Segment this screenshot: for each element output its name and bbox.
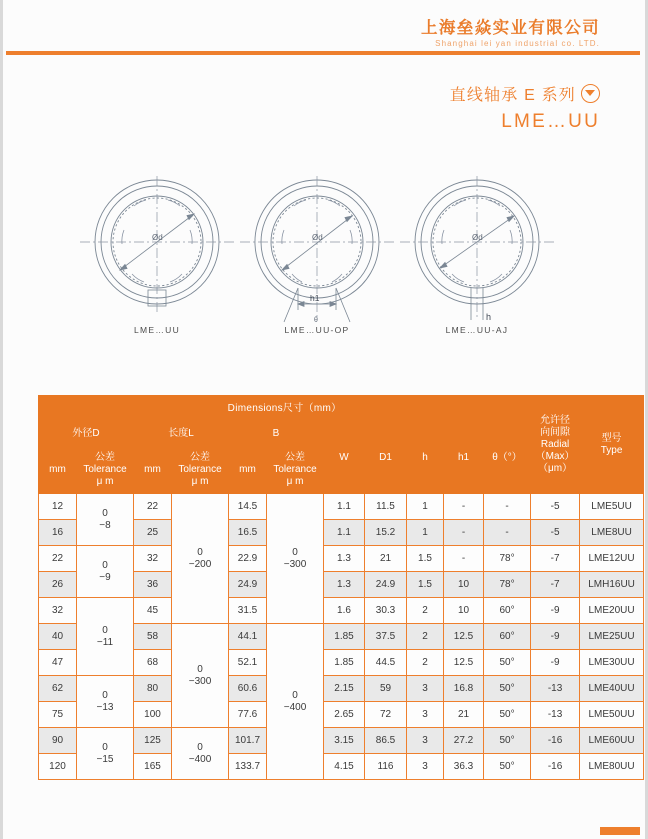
table-row xyxy=(39,598,644,624)
cell-radial-clearance: -13 xyxy=(531,676,580,702)
cell-h: 3 xyxy=(407,702,444,728)
table-row xyxy=(39,494,644,520)
type-l2: Type xyxy=(600,444,623,456)
company-name-en: Shanghai lei yan industrial co. LTD. xyxy=(435,39,600,48)
cell-length-l: 45 xyxy=(134,598,172,624)
cell-h: 3 xyxy=(407,676,444,702)
tol-d-l2: Tolerance xyxy=(83,463,127,475)
table-row xyxy=(39,676,644,702)
header-group-b: B xyxy=(229,423,324,446)
cell-h1: 12.5 xyxy=(444,650,484,676)
table-row xyxy=(39,546,644,572)
cell-outer-d: 40 xyxy=(39,624,77,650)
cell-length-l: 58 xyxy=(134,624,172,650)
radial-l5: （μm） xyxy=(538,462,573,474)
figure-caption-3: LME…UU-AJ xyxy=(445,325,509,335)
cell-type: LME40UU xyxy=(580,676,644,702)
cell-length-l: 68 xyxy=(134,650,172,676)
cell-w: 1.85 xyxy=(324,650,365,676)
cell-theta: - xyxy=(484,494,531,520)
cell-h: 3 xyxy=(407,728,444,754)
tol-l-l2: Tolerance xyxy=(178,463,222,475)
cell-d1: 11.5 xyxy=(365,494,407,520)
cell-h1: 10 xyxy=(444,572,484,598)
cell-h: 1 xyxy=(407,494,444,520)
cell-outer-d: 75 xyxy=(39,702,77,728)
cell-d1: 59 xyxy=(365,676,407,702)
cell-radial-clearance: -16 xyxy=(531,754,580,780)
header-col-d1: D1 xyxy=(365,423,407,494)
cell-b: 133.7 xyxy=(229,754,267,780)
type-l1: 型号 xyxy=(601,432,622,444)
cell-b: 31.5 xyxy=(229,598,267,624)
cell-w: 1.3 xyxy=(324,572,365,598)
header-unit-mm-d: mm xyxy=(39,446,77,494)
cell-d1: 86.5 xyxy=(365,728,407,754)
cell-theta: 50° xyxy=(484,676,531,702)
cell-theta: 60° xyxy=(484,598,531,624)
cell-d1: 24.9 xyxy=(365,572,407,598)
cell-b: 52.1 xyxy=(229,650,267,676)
cell-b: 24.9 xyxy=(229,572,267,598)
figure2-angle-label: θ xyxy=(314,317,318,324)
cell-tolerance-l: 0 −300 xyxy=(172,624,229,728)
table-header-row-top xyxy=(39,396,644,423)
cell-h: 1 xyxy=(407,520,444,546)
spec-table-body xyxy=(39,494,644,780)
figure-lme-uu-aj xyxy=(392,170,562,330)
cell-d1: 37.5 xyxy=(365,624,407,650)
header-tolerance-b xyxy=(267,446,324,494)
drawings-panel xyxy=(40,170,610,345)
cell-type: LME30UU xyxy=(580,650,644,676)
cell-radial-clearance: -5 xyxy=(531,520,580,546)
cell-radial-clearance: -7 xyxy=(531,572,580,598)
tol-b-l1: 公差 xyxy=(285,451,305,463)
tol-b-l3: μ m xyxy=(286,475,304,487)
table-row xyxy=(39,728,644,754)
cell-h: 2 xyxy=(407,650,444,676)
cell-type: LME50UU xyxy=(580,702,644,728)
cell-type: LME20UU xyxy=(580,598,644,624)
cell-type: LME80UU xyxy=(580,754,644,780)
cell-h: 1.5 xyxy=(407,572,444,598)
spec-table-wrapper xyxy=(38,395,635,780)
radial-l3: Radial xyxy=(540,438,570,450)
cell-radial-clearance: -9 xyxy=(531,598,580,624)
cell-radial-clearance: -9 xyxy=(531,650,580,676)
cell-h1: 12.5 xyxy=(444,624,484,650)
cell-w: 4.15 xyxy=(324,754,365,780)
cell-length-l: 125 xyxy=(134,728,172,754)
cell-type: LME60UU xyxy=(580,728,644,754)
cell-type: LME5UU xyxy=(580,494,644,520)
header-col-theta: θ（°） xyxy=(484,423,531,494)
cell-type: LME12UU xyxy=(580,546,644,572)
figure3-diameter-label: Ød xyxy=(472,233,483,242)
series-title-text: 直线轴承 E 系列 xyxy=(449,87,576,104)
spec-table xyxy=(38,395,644,780)
header-type xyxy=(580,396,644,494)
cell-radial-clearance: -5 xyxy=(531,494,580,520)
cell-tolerance-b: 0 −400 xyxy=(267,624,324,780)
cell-w: 2.15 xyxy=(324,676,365,702)
cell-w: 1.1 xyxy=(324,520,365,546)
header-dimensions: Dimensions尺寸（mm） xyxy=(39,396,531,423)
cell-w: 3.15 xyxy=(324,728,365,754)
cell-w: 1.85 xyxy=(324,624,365,650)
series-title-block xyxy=(0,84,648,135)
header-group-outer-d: 外径D xyxy=(39,423,134,446)
header-col-h: h xyxy=(407,423,444,494)
cell-type: LMH16UU xyxy=(580,572,644,598)
cell-length-l: 80 xyxy=(134,676,172,702)
cell-b: 101.7 xyxy=(229,728,267,754)
cell-tolerance-b: 0 −300 xyxy=(267,494,324,624)
header-unit-mm-b: mm xyxy=(229,446,267,494)
cell-length-l: 100 xyxy=(134,702,172,728)
cell-radial-clearance: -7 xyxy=(531,546,580,572)
cell-theta: 50° xyxy=(484,702,531,728)
figure-lme-uu xyxy=(72,170,242,325)
cell-type: LME25UU xyxy=(580,624,644,650)
cell-w: 1.3 xyxy=(324,546,365,572)
series-title-cn xyxy=(0,84,600,107)
cell-d1: 72 xyxy=(365,702,407,728)
radial-l1: 允许径 xyxy=(540,414,571,426)
figure-lme-uu-op xyxy=(232,170,402,330)
cell-h1: - xyxy=(444,494,484,520)
cell-theta: 50° xyxy=(484,754,531,780)
figure2-diameter-label: Ød xyxy=(312,233,323,242)
cell-w: 2.65 xyxy=(324,702,365,728)
cell-length-l: 22 xyxy=(134,494,172,520)
cell-theta: - xyxy=(484,520,531,546)
figure-lme-uu-aj-svg xyxy=(392,170,562,325)
cell-outer-d: 22 xyxy=(39,546,77,572)
cell-theta: 78° xyxy=(484,546,531,572)
cell-h: 1.5 xyxy=(407,546,444,572)
header-radial-clearance xyxy=(531,396,580,494)
cell-outer-d: 12 xyxy=(39,494,77,520)
cell-d1: 116 xyxy=(365,754,407,780)
figure1-diameter-label: Ød xyxy=(152,233,163,242)
radial-l2: 向间隙 xyxy=(540,426,571,438)
cell-theta: 50° xyxy=(484,650,531,676)
cell-outer-d: 32 xyxy=(39,598,77,624)
cell-outer-d: 62 xyxy=(39,676,77,702)
cell-outer-d: 26 xyxy=(39,572,77,598)
cell-h1: - xyxy=(444,520,484,546)
cell-theta: 60° xyxy=(484,624,531,650)
cell-tolerance-d: 0 −15 xyxy=(77,728,134,780)
cell-radial-clearance: -9 xyxy=(531,624,580,650)
figure-caption-2: LME…UU-OP xyxy=(284,325,350,335)
figure2-h1-label: h1 xyxy=(310,293,320,303)
cell-tolerance-l: 0 −400 xyxy=(172,728,229,780)
cell-h: 2 xyxy=(407,624,444,650)
header-tolerance-d xyxy=(77,446,134,494)
cell-h: 2 xyxy=(407,598,444,624)
cell-theta: 78° xyxy=(484,572,531,598)
figure-lme-uu-op-svg xyxy=(232,170,402,325)
cell-w: 1.1 xyxy=(324,494,365,520)
radial-l4: （Max） xyxy=(535,450,575,462)
header-tolerance-l xyxy=(172,446,229,494)
figure3-h-label: h xyxy=(486,312,492,322)
cell-outer-d: 90 xyxy=(39,728,77,754)
cell-length-l: 165 xyxy=(134,754,172,780)
cell-b: 44.1 xyxy=(229,624,267,650)
cell-b: 22.9 xyxy=(229,546,267,572)
footer-mark xyxy=(600,827,640,835)
cell-tolerance-d: 0 −11 xyxy=(77,598,134,676)
cell-outer-d: 16 xyxy=(39,520,77,546)
cell-h1: 27.2 xyxy=(444,728,484,754)
tol-b-l2: Tolerance xyxy=(273,463,317,475)
cell-d1: 15.2 xyxy=(365,520,407,546)
tol-d-l1: 公差 xyxy=(95,451,115,463)
cell-h1: 21 xyxy=(444,702,484,728)
cell-theta: 50° xyxy=(484,728,531,754)
cell-d1: 44.5 xyxy=(365,650,407,676)
page-header xyxy=(0,18,648,52)
cell-tolerance-d: 0 −13 xyxy=(77,676,134,728)
cell-tolerance-d: 0 −8 xyxy=(77,494,134,546)
tol-d-l3: μ m xyxy=(96,475,114,487)
cell-b: 14.5 xyxy=(229,494,267,520)
cell-length-l: 25 xyxy=(134,520,172,546)
header-group-length-l: 长度L xyxy=(134,423,229,446)
series-model: LME…UU xyxy=(501,111,600,132)
cell-outer-d: 120 xyxy=(39,754,77,780)
cell-h: 3 xyxy=(407,754,444,780)
cell-length-l: 32 xyxy=(134,546,172,572)
figure-caption-1: LME…UU xyxy=(133,325,181,335)
cell-d1: 30.3 xyxy=(365,598,407,624)
company-name-cn: 上海垒焱实业有限公司 xyxy=(421,19,600,37)
cell-b: 16.5 xyxy=(229,520,267,546)
cell-h1: 10 xyxy=(444,598,484,624)
cell-outer-d: 47 xyxy=(39,650,77,676)
header-unit-mm-l: mm xyxy=(134,446,172,494)
tol-l-l3: μ m xyxy=(191,475,209,487)
cell-w: 1.6 xyxy=(324,598,365,624)
cell-type: LME8UU xyxy=(580,520,644,546)
cell-length-l: 36 xyxy=(134,572,172,598)
cell-b: 77.6 xyxy=(229,702,267,728)
cell-h1: 36.3 xyxy=(444,754,484,780)
cell-radial-clearance: -16 xyxy=(531,728,580,754)
cell-h1: 16.8 xyxy=(444,676,484,702)
cell-b: 60.6 xyxy=(229,676,267,702)
cell-tolerance-l: 0 −200 xyxy=(172,494,229,624)
cell-h1: - xyxy=(444,546,484,572)
header-col-w: W xyxy=(324,423,365,494)
figure-lme-uu-svg xyxy=(72,170,242,320)
cell-d1: 21 xyxy=(365,546,407,572)
cell-radial-clearance: -13 xyxy=(531,702,580,728)
header-divider xyxy=(6,51,640,55)
tol-l-l1: 公差 xyxy=(190,451,210,463)
header-col-h1: h1 xyxy=(444,423,484,494)
chevron-down-circle-icon xyxy=(581,84,600,103)
cell-tolerance-d: 0 −9 xyxy=(77,546,134,598)
